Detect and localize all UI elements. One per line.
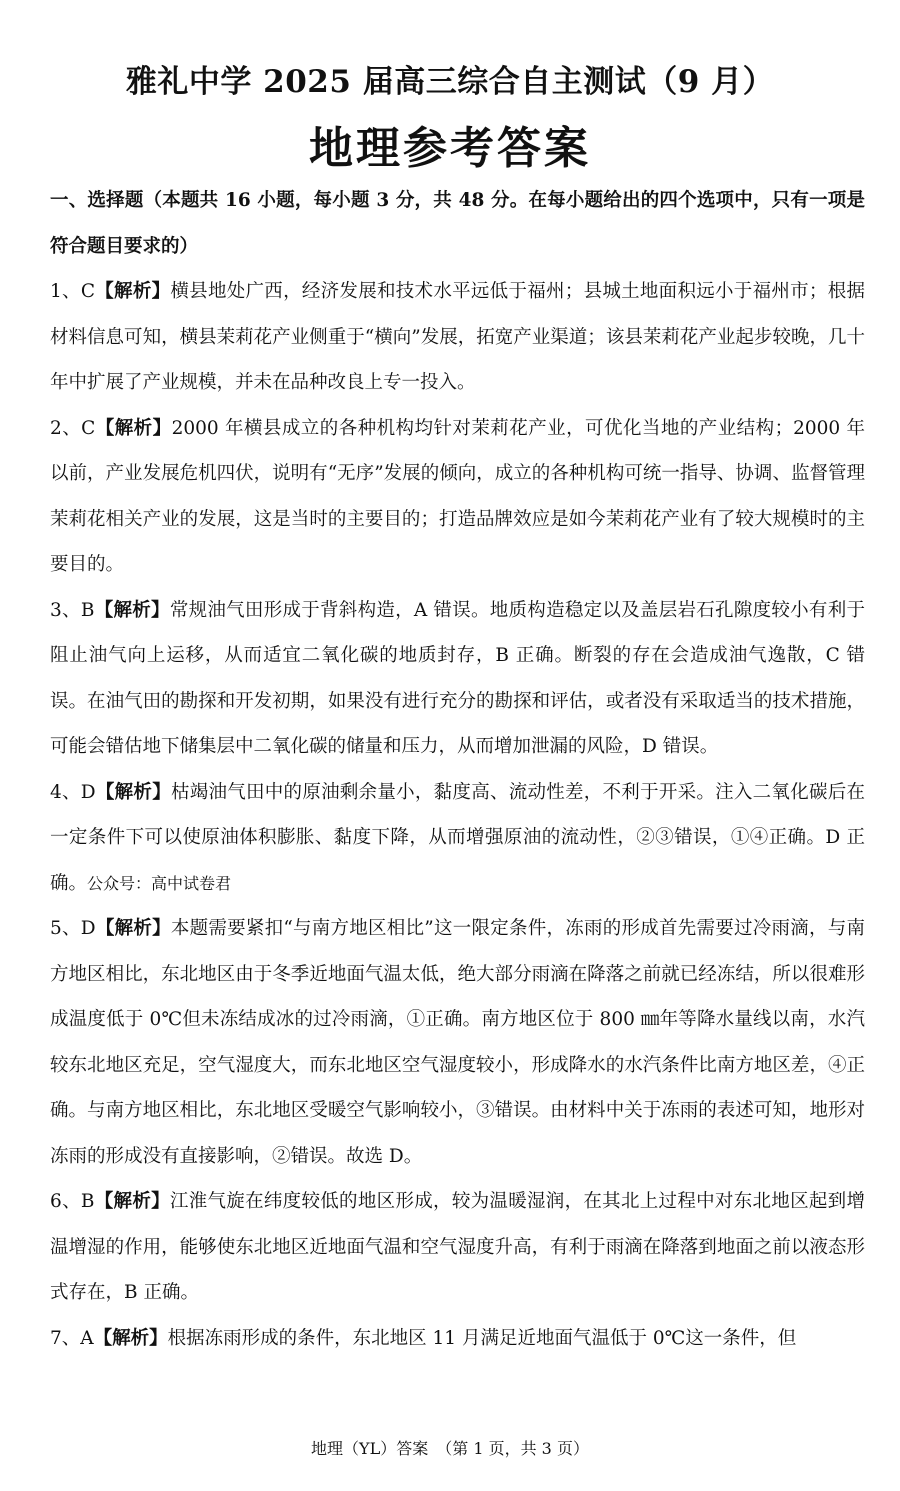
answer-item-7 — [50, 1316, 865, 1362]
analysis-tag: 【解析】 — [93, 1327, 168, 1349]
answer-number: 5、D — [50, 918, 96, 939]
answer-item-3 — [50, 588, 865, 770]
answer-item-1 — [50, 269, 865, 406]
answer-number: 7、A — [50, 1327, 94, 1349]
page-footer: 地理（YL）答案 （第 1 页，共 3 页） — [311, 1439, 589, 1458]
answer-item-2 — [50, 406, 865, 588]
answer-text: 枯竭油气田中的原油剩余量小，黏度高、流动性差，不利于开采。注入二氧化碳后在一定条件下可以使原油体积膨胀、黏度下降，从而增强原油的流动性，②③错误，①④正确。D 正确。 — [50, 781, 865, 894]
answer-text: 根据冻雨形成的条件，东北地区 11 月满足近地面气温低于 0℃这一条件，但 — [167, 1327, 797, 1349]
section-heading: 一、选择题（本题共 16 小题，每小题 3 分，共 48 分。在每小题给出的四个选项中，只有一项是符合题目要求的） — [50, 190, 865, 257]
answer-key-title: 地理参考答案 — [309, 123, 591, 174]
answer-number: 1、C — [50, 281, 95, 302]
analysis-tag: 【解析】 — [94, 1191, 170, 1212]
exam-title: 雅礼中学 2025 届高三综合自主测试（9 月） — [125, 64, 775, 100]
answer-number: 3、B — [50, 599, 95, 621]
answer-item-4 — [50, 770, 865, 907]
answer-text: 常规油气田形成于背斜构造，A 错误。地质构造稳定以及盖层岩石孔隙度较小有利于阻止油气向上运移，从而适宜二氧化碳的地质封存，B 正确。断裂的存在会造成油气逸散，C 错误。在油气田的勘探和开发初期，如果没有进行充分的勘探和评估，或者没有采取适当的技术措施，可能会错估地下储集层中二氧化碳的储量和压力，从而增加泄漏的风险，D 错误。 — [50, 599, 865, 757]
answer-text: 江淮气旋在纬度较低的地区形成，较为温暖湿润，在其北上过程中对东北地区起到增温增湿的作用，能够使东北地区近地面气温和空气湿度升高，有利于雨滴在降落到地面之前以液态形式存在，B 正确。 — [50, 1191, 865, 1303]
answer-item-6 — [50, 1179, 865, 1316]
answer-text: 2000 年横县成立的各种机构均针对茉莉花产业，可优化当地的产业结构；2000 年以前，产业发展危机四伏，说明有“无序”发展的倾向，成立的各种机构可统一指导、协调、监督管理茉莉花相关产业的发展，这是当时的主要目的；打造品牌效应是如今茉莉花产业有了较大规模时的主要目的。 — [50, 417, 865, 575]
analysis-tag: 【解析】 — [95, 417, 172, 439]
answer-text: 本题需要紧扣“与南方地区相比”这一限定条件，冻雨的形成首先需要过冷雨滴，与南方地区相比，东北地区由于冬季近地面气温太低，绝大部分雨滴在降落之前就已经冻结，所以很难形成温度低于 0℃但未冻结成冰的过冷雨滴，①正确。南方地区位于 800 ㎜年等降水量线以南，水汽较东北地区充足，空气湿度大，而东北地区空气湿度较小，形成降水的水汽条件比南方地区差，④正确。与南方地区相比，东北地区受暖空气影响较小，③错误。由材料中关于冻雨的表述可知，地形对冻雨的形成没有直接影响，②错误。故选 D。 — [50, 918, 865, 1167]
answer-number: 2、C — [50, 417, 96, 439]
watermark-text: 公众号：高中试卷君 — [87, 873, 232, 893]
analysis-tag: 【解析】 — [95, 281, 171, 302]
answer-number: 4、D — [50, 781, 96, 803]
answer-text: 横县地处广西，经济发展和技术水平远低于福州；县城土地面积远小于福州市；根据材料信息可知，横县茉莉花产业侧重于“横向”发展，拓宽产业渠道；该县茉莉花产业起步较晚，几十年中扩展了产业规模，并未在品种改良上专一投入。 — [50, 281, 865, 393]
analysis-tag: 【解析】 — [94, 599, 170, 621]
answer-item-5 — [50, 906, 865, 1179]
answer-body — [50, 178, 865, 1361]
answer-number: 6、B — [50, 1191, 95, 1212]
analysis-tag: 【解析】 — [95, 918, 171, 939]
analysis-tag: 【解析】 — [95, 781, 171, 803]
